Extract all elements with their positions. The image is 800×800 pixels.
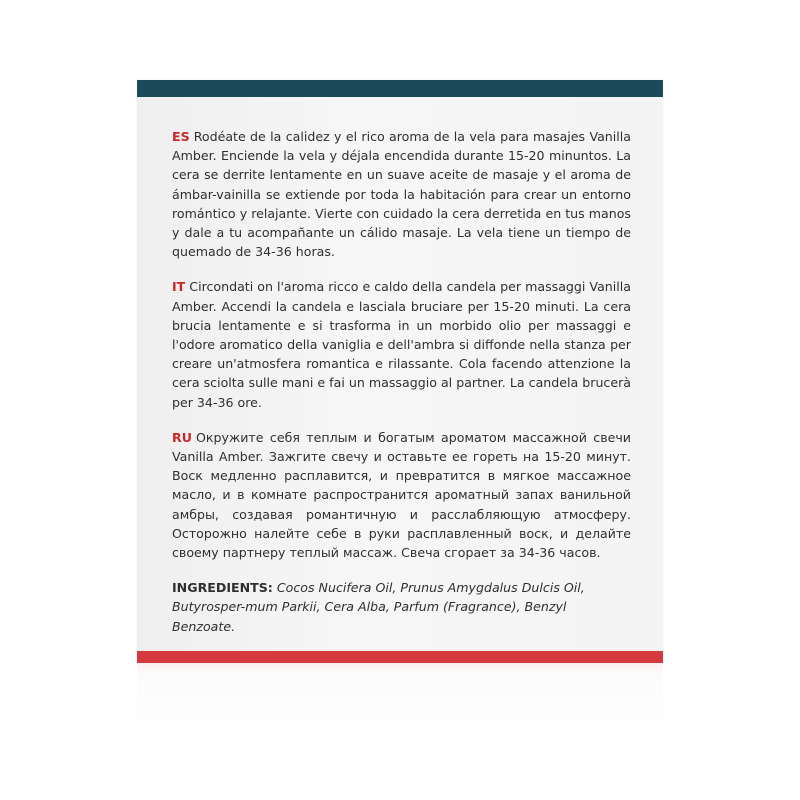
ingredients-text: Cocos Nucifera Oil, Prunus Amygdalus Dulcis Oil, Butyrosper-mum Parkii, Cera Alba, Parfum (Fragrance), Benzyl Benzoate. <box>172 580 585 634</box>
ingredients-block <box>172 578 631 636</box>
paragraph-text-it: Circondati on l'aroma ricco e caldo della candela per massaggi Vanilla Amber. Accendi la candela e lasciala bruciare per 15-20 minuti. La cera brucia lentamente e si trasforma in un morbido olio per massaggi e l'odore aromatico della vaniglia e dell'ambra si diffonde nella stanza per creare un'atmosfera romantica e rilassante. Cola facendo attenzione la cera sciolta sulle mani e fai un massaggio al partner. La candela brucerà per 34-36 ore. <box>172 279 631 410</box>
label-text-content <box>172 127 631 652</box>
language-code-es: ES <box>172 129 190 144</box>
language-code-it: IT <box>172 279 186 295</box>
language-code-ru: RU <box>172 429 192 445</box>
top-color-band <box>137 80 663 97</box>
ingredients-label: INGREDIENTS: <box>172 580 273 596</box>
paragraph-es <box>172 127 631 261</box>
box-reflection <box>137 663 663 800</box>
product-label-box <box>137 80 663 663</box>
paragraph-ru <box>172 428 631 562</box>
paragraph-text-ru: Окружите себя теплым и богатым ароматом массажной свечи Vanilla Amber. Зажгите свечу и оставьте ее гореть на 15-20 минут. Воск медленно расплавится, и превратится в мягкое массажное масло, и в комнате распространится ароматный запах ванильной амбры, создавая романтичную и расслабляющую атмосферу. Осторожно налейте себе в руки расплавленный воск, и делайте своему партнеру теплый массаж. Свеча сгорает за 34-36 часов. <box>172 429 631 561</box>
bottom-color-band <box>137 651 663 663</box>
paragraph-it <box>172 277 631 411</box>
paragraph-text-es: Rodéate de la calidez y el rico aroma de la vela para masajes Vanilla Amber. Enciende la vela y déjala encendida durante 15-20 minuntos. La cera se derrite lentamente en un suave aceite de masaje y el aroma de ámbar-vainilla se extiende por toda la habitación para crear un entorno romántico y relajante. Vierte con cuidado la cera derretida en tus manos y dale a tu acompañante un cálido masaje. La vela tiene un tiempo de quemado de 34-36 horas. <box>172 129 631 260</box>
